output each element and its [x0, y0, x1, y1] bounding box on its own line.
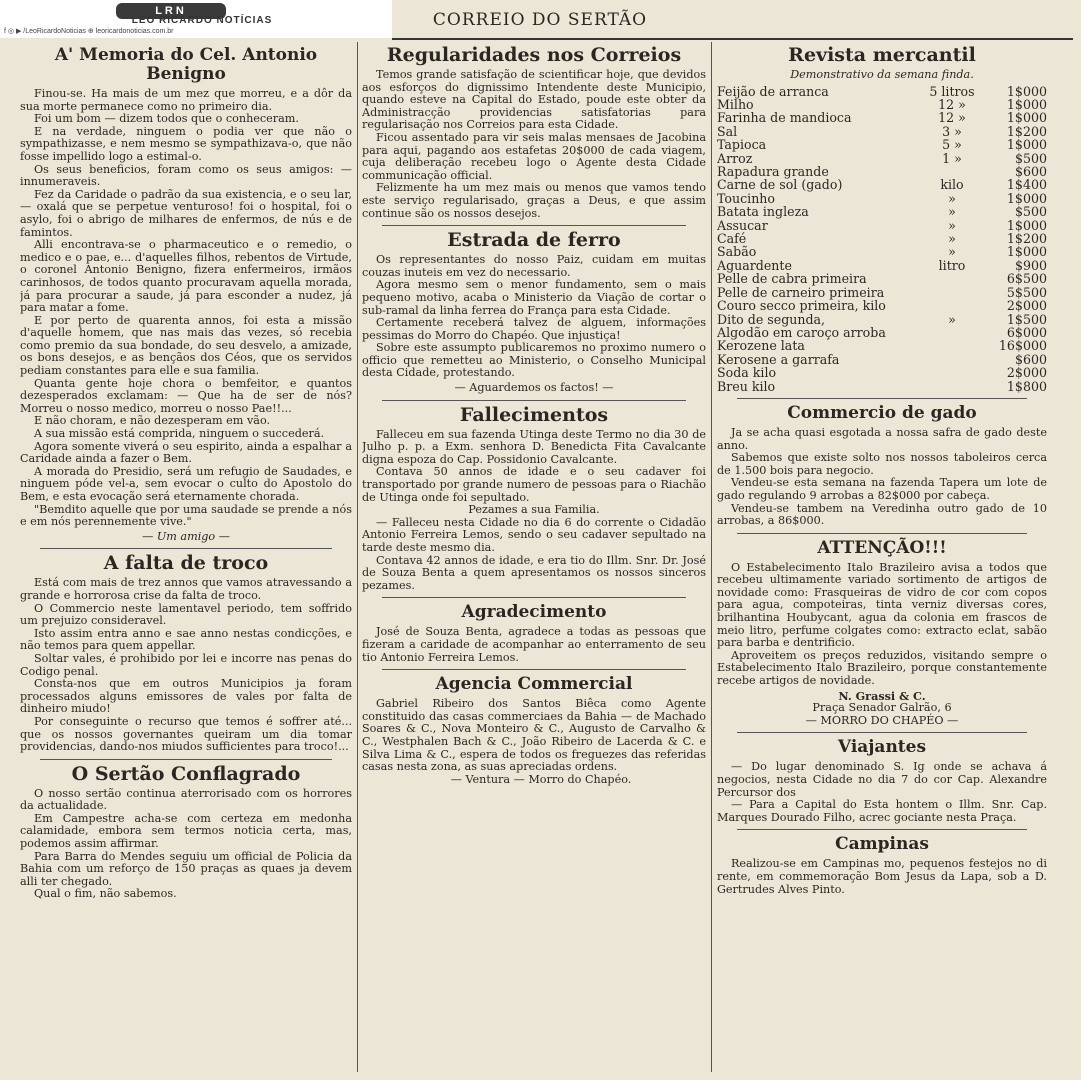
price-price: 1$000 — [1006, 110, 1047, 126]
price-price: $500 — [1014, 204, 1047, 220]
price-item: Arroz — [717, 150, 753, 166]
price-table — [717, 85, 1047, 393]
price-row — [717, 192, 1047, 205]
price-item: Breu kilo — [717, 378, 776, 394]
article-subtitle: Demonstrativo da semana finda. — [790, 68, 974, 81]
paragraph: Os seus beneficios, foram como os seus amigos: — innumeraveis. — [20, 162, 352, 189]
price-price: $500 — [1014, 150, 1047, 166]
price-price: 2$000 — [1006, 298, 1047, 314]
column-3 — [717, 42, 1047, 1078]
paragraph: E não choram, e não dezesperam em vão. — [34, 414, 271, 428]
price-unit — [917, 299, 987, 312]
paragraph: Alli encontrava-se o pharmaceutico e o remedio, o medico e o pae, e... d'aquelles filhos, rebentos de Virtude, o coronel Antonio Benigno, fizera enfermeiros, irmãos carinhosos, de todos quanto procuravam aquella morada, já para procurar a saude, já para esconder a nudez, já para matar a fome. — [20, 238, 352, 315]
article-fallecimentos — [362, 429, 706, 593]
article-gado — [717, 427, 1047, 528]
price-price: 5$500 — [1006, 284, 1047, 300]
price-item: Tapioca — [717, 137, 767, 153]
price-item: Pelle de carneiro primeira — [717, 284, 885, 300]
paragraph: O Commercio neste lamentavel periodo, tem soffrido um prejuizo consideravel. — [20, 601, 352, 628]
article-title-estrada: Estrada de ferro — [447, 229, 621, 252]
article-title-correios: Regularidades nos Correios — [386, 44, 682, 66]
paragraph: — Do lugar denominado S. Ig onde se achava á negocios, nesta Cidade no dia 7 do cor Cap. Alexandre Percursor dos — [717, 760, 1047, 799]
paragraph: — Falleceu nesta Cidade no dia 6 do corrente o Cidadão Antonio Ferreira Lemos, sendo o seu cadaver sepultado na tarde deste mesmo dia. — [362, 515, 706, 554]
price-item: Sal — [717, 123, 738, 139]
price-row — [717, 85, 1047, 98]
price-row — [717, 353, 1047, 366]
article-title-attencao: ATTENÇÃO!!! — [817, 537, 947, 558]
price-unit: litro — [938, 257, 966, 273]
section-divider — [382, 225, 686, 226]
price-item: Soda kilo — [717, 365, 777, 381]
article-title-troco: A falta de troco — [103, 552, 269, 575]
paragraph: Agora mesmo sem o menor fundamento, sem o mais pequeno motivo, acaba o Ministerio da Viação de cortar o sub-ramal da linha ferrea do França para esta Cidade. — [362, 278, 706, 317]
price-unit: » — [948, 217, 956, 233]
masthead: CORREIO DO SERTÃO — [432, 10, 648, 30]
paragraph: Pezames a sua Familia. — [468, 503, 600, 517]
price-item: Sabão — [717, 244, 757, 260]
firm-city: — MORRO DO CHAPÉO — — [805, 713, 959, 727]
section-divider — [382, 669, 686, 670]
paragraph: E na verdade, ninguem o podia ver que não o sympathizasse, e nem mesmo se sympathizava-o, que não fosse impellido logo a estimal-o. — [20, 124, 352, 163]
price-price: 1$000 — [1006, 217, 1047, 233]
paragraph: Gabriel Ribeiro dos Santos Biêca como Agente constituido das casas commerciaes da Bahia — de Machado Soares & C., Nova Monteiro & C., Augusto de Carvalho & C., Westphalen Bach & C., João Ribeiro de Lacerda & C. e Silva Lima & C., espera de todos os freguezes das referidas casas nesta zona, as suas apreciadas ordens. — [362, 697, 706, 774]
paragraph: Aproveitem os preços reduzidos, visitando sempre o Estabelecimento Italo Brazileiro, porque constantemente recebe artigos de novidade. — [717, 648, 1047, 688]
price-price: 1$000 — [1006, 83, 1047, 99]
price-item: Kerozene lata — [717, 338, 805, 354]
price-price: $600 — [1014, 164, 1047, 180]
price-row — [717, 165, 1047, 178]
section-divider — [737, 732, 1027, 733]
article-title-agradecimento: Agradecimento — [461, 602, 607, 623]
article-viajantes — [717, 761, 1047, 824]
price-unit: » — [948, 190, 956, 206]
price-row — [717, 219, 1047, 232]
price-item: Assucar — [717, 217, 768, 233]
section-divider — [737, 533, 1027, 534]
watermark-logo — [0, 0, 392, 38]
section-divider — [737, 829, 1027, 830]
paragraph: Quanta gente hoje chora o bemfeitor, e quantos dezesperados exclamam: — Que ha de ser de nós? Morreu o nosso medico, morreu o nosso Pae!!... — [20, 376, 352, 415]
price-row — [717, 205, 1047, 218]
price-price: 1$200 — [1006, 231, 1047, 247]
price-item: Carne de sol (gado) — [717, 177, 843, 193]
paragraph: Qual o fim, não sabemos. — [34, 887, 177, 901]
price-price: 1$800 — [1006, 378, 1047, 394]
price-item: Feijão de arranca — [717, 83, 829, 99]
paragraph: Agora somente viverá o seu espirito, ainda a espalhar a Caridade ainda a fazer o Bem. — [20, 439, 352, 466]
logo-social: f ◎ ▶ /LeoRicardoNoticias ⊕ leoricardonoticias.com.br — [4, 28, 174, 35]
article-title-memoria: A' Memoria do Cel. Antonio Benigno — [54, 45, 318, 84]
price-unit — [917, 380, 987, 393]
paragraph: — Ventura — Morro do Chapéo. — [450, 772, 632, 786]
logo-name: LÉO RICARDO NOTÍCIAS — [131, 15, 273, 26]
paragraph: Contava 42 annos de idade, e era tio do Illm. Snr. Dr. José de Souza Benta a quem apresentamos os nossos sinceros pezames. — [362, 553, 706, 592]
price-unit — [917, 339, 987, 352]
price-item: Aguardente — [717, 257, 792, 273]
price-unit — [917, 353, 987, 366]
paragraph: Certamente receberá talvez de alguem, informações pessimas do Morro do Chapéo. Que injustiça! — [362, 316, 706, 342]
article-agencia — [362, 698, 706, 786]
paragraph: Os representantes do nosso Paiz, cuidam em muitas couzas inuteis em vez do necessario. — [362, 253, 706, 279]
price-item: Algodão em caroço arroba — [717, 324, 886, 340]
article-memoria — [20, 88, 352, 543]
paragraph: Vendeu-se tambem na Veredinha outro gado de 10 arrobas, a 86$000. — [717, 501, 1047, 528]
paragraph: Foi um bom — dizem todos que o conheceram. — [34, 112, 299, 126]
paragraph: Vendeu-se esta semana na fazenda Tapera um lote de gado regulando 9 arrobas a 82$000 por cabeça. — [717, 476, 1047, 502]
price-item: Kerosene a garrafa — [717, 351, 840, 367]
masthead-rule — [392, 38, 1073, 40]
logo-mark: LRN — [116, 3, 226, 19]
article-title-viajantes: Viajantes — [837, 737, 927, 758]
price-row — [717, 98, 1047, 111]
price-item: Couro secco primeira, kilo — [717, 298, 886, 314]
price-unit: kilo — [940, 177, 964, 193]
price-row — [717, 125, 1047, 138]
price-unit: 12 » — [938, 97, 966, 112]
price-item: Rapadura grande — [717, 164, 829, 180]
price-unit: 1 » — [942, 150, 962, 166]
price-price: 1$400 — [1006, 177, 1047, 193]
paragraph: O nosso sertão continua aterrorisado com os horrores da actualidade. — [20, 786, 352, 813]
paragraph: Por conseguinte o recurso que temos é soffrer até... que os nossos governantes queiram um dia tomar providencias, dando-nos miudos sufficientes para troco!... — [20, 714, 352, 754]
article-title-fallecimentos: Fallecimentos — [459, 403, 609, 426]
section-divider — [40, 548, 332, 549]
paragraph: Temos grande satisfação de scientificar hoje, que devidos aos esforços do dignissimo Intendente deste Municipio, quando esteve na Capital do Estado, poude este obter da Administracção providencias satisfatorias para regularisação nos Correios para esta Cidade. — [362, 68, 706, 132]
price-row — [717, 245, 1047, 258]
price-price: $900 — [1014, 257, 1047, 273]
section-divider — [737, 398, 1027, 399]
price-row — [717, 152, 1047, 165]
paragraph: Para Barra do Mendes seguiu um official de Policia da Bahia com um reforço de 150 praças as quaes ja devem alli ter chegado. — [20, 849, 352, 888]
paragraph: Finou-se. Ha mais de um mez que morreu, e a dôr da sua morte permanece como no primeiro dia. — [20, 87, 352, 113]
article-agradecimento — [362, 626, 706, 664]
price-item: Farinha de mandioca — [717, 110, 852, 126]
price-item: Toucinho — [717, 190, 775, 206]
paragraph: Está com mais de trez annos que vamos atravessando a grande e horrorosa crise da falta de troco. — [20, 576, 352, 602]
article-campinas — [717, 858, 1047, 896]
price-item: Batata ingleza — [717, 204, 809, 220]
paragraph: Soltar vales, é prohibido por lei e incorre nas penas do Codigo penal. — [20, 651, 352, 678]
paragraph: Sabemos que existe solto nos nossos taboleiros cerca de 1.500 bois para negocio. — [717, 451, 1047, 477]
paragraph: E por perto de quarenta annos, foi esta a missão d'aquelle homem, que nas mais das vezes, só recebia como premio da sua bondade, do seu desvelo, a amizade, os bons desejos, e as bençãos dos Céos, que os servidos pediam constantes para elle e sua familia. — [20, 313, 352, 378]
price-price: 1$000 — [1006, 244, 1047, 260]
price-unit: 12 » — [938, 110, 966, 126]
price-unit — [917, 326, 987, 339]
paragraph: O Estabelecimento Italo Brazileiro avisa a todos que recebeu ultimamente variado sortimento de artigos de novidade como: Frasqueiras de vidro de cor com copos para agua, compoteiras, tinta verniz diversas cores, brilhantina Houbycant, agua da colonia em frascos de meio litro, perfume colgates como: extracto eclat, sabão para barba e dentrificio. — [717, 560, 1047, 650]
paragraph: Contava 50 annos de idade e o seu cadaver foi transportado por grande numero de pessoas para o Riachão de Utinga onde foi sepultado. — [362, 465, 706, 504]
price-row — [717, 380, 1047, 393]
price-unit: » — [948, 204, 956, 220]
section-divider — [382, 400, 686, 401]
paragraph: A morada do Presidio, será um refugio de Saudades, e ninguem póde vel-a, sem evocar o culto do Apostolo do Bem, e esta evocação será eternamente chorada. — [20, 464, 352, 503]
paragraph: Falleceu em sua fazenda Utinga deste Termo no dia 30 de Julho p. p. a Exm. senhora D. Benedicta Fita Cavalcante digna espoza do Cap. Possidonio Cavalcante. — [362, 427, 706, 466]
price-item: Dito de segunda, — [717, 311, 826, 327]
column-2 — [362, 42, 706, 1078]
price-unit — [917, 272, 987, 285]
column-rule — [357, 42, 358, 1072]
column-rule — [711, 42, 712, 1072]
price-row — [717, 232, 1047, 245]
price-price: 6$000 — [1006, 324, 1047, 340]
article-estrada — [362, 254, 706, 395]
price-unit: » — [948, 231, 956, 247]
article-signature: — Um amigo — — [142, 529, 230, 543]
price-unit — [917, 366, 987, 379]
price-item: Café — [717, 231, 747, 247]
price-row — [717, 272, 1047, 285]
article-title-revista: Revista mercantil — [788, 44, 976, 66]
price-price: 1$200 — [1006, 123, 1047, 139]
paragraph: Felizmente ha um mez mais ou menos que vamos tendo este serviço regularisado, graças a Deus, e que assim continue são os nossos desejos. — [362, 181, 706, 220]
price-row — [717, 178, 1047, 191]
price-row — [717, 259, 1047, 272]
paragraph: Realizou-se em Campinas mo, pequenos festejos no di rente, em commemoração Bom Jesus da Lapa, sob a D. Gertrudes Alves Pinto. — [717, 857, 1047, 896]
price-row — [717, 326, 1047, 339]
price-item: Pelle de cabra primeira — [717, 271, 867, 287]
article-troco — [20, 577, 352, 753]
price-unit — [917, 286, 987, 299]
price-unit: » — [948, 244, 956, 260]
paragraph: "Bemdito aquelle que por uma saudade se prende a nós e em nós perennemente vive." — [20, 502, 352, 529]
firm-address: Praça Senador Galrão, 6 — [812, 701, 952, 715]
price-price: 1$000 — [1006, 97, 1047, 112]
price-price: $600 — [1014, 351, 1047, 367]
paragraph: Sobre este assumpto publicaremos no proximo numero o officio que remetteu ao Ministerio, o Conselho Municipal desta Cidade, protestando. — [362, 341, 706, 380]
price-price: 1$500 — [1006, 311, 1047, 327]
paragraph: A sua missão está comprida, ninguem o succederá. — [34, 427, 325, 441]
article-title-gado: Commercio de gado — [787, 402, 977, 423]
paragraph: Fez da Caridade o padrão da sua existencia, e o seu lar, — oxalá que se perpetue venturoso! foi o hospital, foi o asylo, foi o abrigo de milhares de enfermos, de nús e de famintos. — [20, 187, 352, 239]
price-row — [717, 286, 1047, 299]
price-row — [717, 339, 1047, 352]
price-row — [717, 313, 1047, 326]
article-sertao — [20, 788, 352, 901]
section-divider — [40, 759, 332, 760]
article-attencao — [717, 562, 1047, 728]
price-unit: 5 litros — [929, 83, 975, 99]
article-title-campinas: Campinas — [835, 834, 929, 855]
article-closing: — Aguardemos os factos! — — [454, 381, 614, 395]
price-row — [717, 111, 1047, 124]
price-item: Milho — [717, 97, 754, 112]
price-unit: 3 » — [942, 123, 962, 139]
paragraph: Consta-nos que em outros Municipios ja foram processados alguns emissores de vales por falta de dinheiro miudo! — [20, 677, 352, 716]
price-unit: 5 » — [942, 137, 962, 153]
column-1 — [20, 42, 352, 1078]
paragraph: Em Campestre acha-se com certeza em medonha calamidade, embora sem termos noticia certa, mas, podemos assim affirmar. — [20, 811, 352, 851]
price-price: 6$500 — [1006, 271, 1047, 287]
price-row — [717, 299, 1047, 312]
price-row — [717, 138, 1047, 151]
article-title-agencia: Agencia Commercial — [435, 674, 633, 695]
paragraph: Ficou assentado para vir seis malas mensaes de Jacobina para aqui, pagando aos estafetas 20$000 de cada viagem, cuja deliberação recebeu logo o Agente desta Cidade communicação official. — [362, 130, 706, 182]
paragraph: Ja se acha quasi esgotada a nossa safra de gado deste anno. — [717, 425, 1047, 452]
article-correios — [362, 69, 706, 220]
section-divider — [382, 597, 686, 598]
paragraph: Isto assim entra anno e sae anno nestas condicções, e não temos para quem appellar. — [20, 626, 352, 653]
price-row — [717, 366, 1047, 379]
paragraph: José de Souza Benta, agradece a todas as pessoas que fizeram a caridade de acompanhar ao enterramento de seu tio Antonio Ferreira Lemos. — [362, 625, 706, 664]
paragraph: — Para a Capital do Esta hontem o Illm. Snr. Cap. Marques Dourado Filho, acrec gociante nesta Praça. — [717, 798, 1047, 824]
price-price: 16$000 — [998, 338, 1047, 354]
price-unit — [917, 165, 987, 178]
price-price: 2$000 — [1006, 365, 1047, 381]
price-unit: » — [948, 311, 956, 327]
price-price: 1$000 — [1006, 190, 1047, 206]
firm-name: N. Grassi & C. — [838, 688, 926, 703]
price-price: 1$000 — [1006, 137, 1047, 153]
article-title-sertao: O Sertão Conflagrado — [71, 762, 301, 785]
